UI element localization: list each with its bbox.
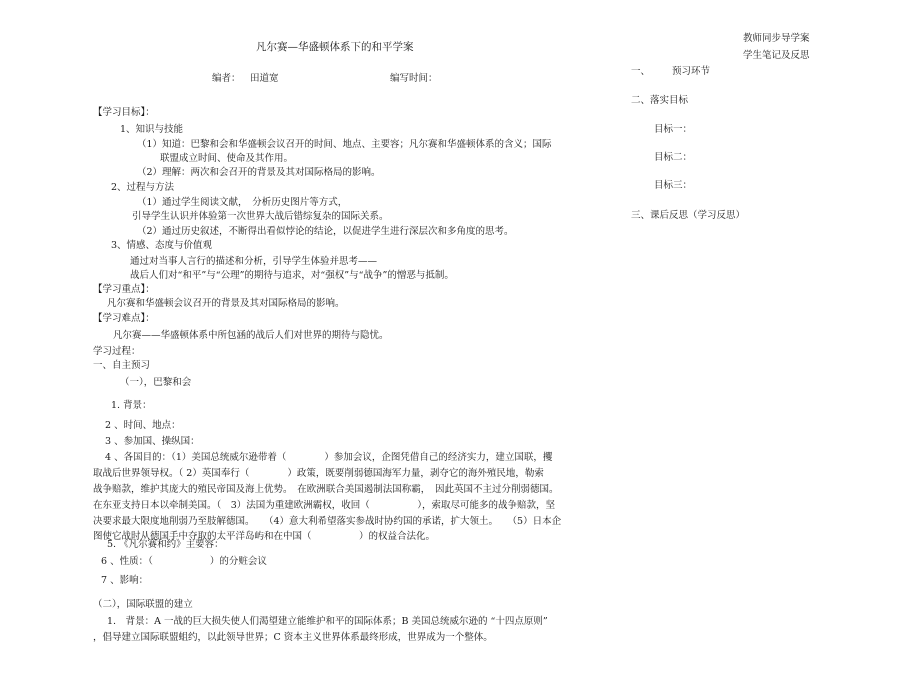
- page-title: 凡尔赛—华盛顿体系下的和平学案: [256, 41, 414, 53]
- question-aims-line-1: 4 、各国目的：（1）美国总统威尔逊带着（ ）参加会议，企图凭借自己的经济实力，建立国联，攫: [105, 452, 553, 463]
- difficulty-text: 凡尔赛——华盛顿体系中所包涵的战后人们对世界的期待与隐忧。: [113, 330, 389, 341]
- question-treaty-content: 5. 《凡尔赛和约》主要容：: [107, 539, 224, 550]
- question-aims-line-2: 取战后世界领导权。（ 2）英国奉行（ ）政策，既要削弱德国海军力量，剥夺它的海外殖民地，勒索: [93, 468, 544, 479]
- key-heading: 【学习重点】：: [93, 284, 155, 295]
- process-heading: 学习过程：: [93, 346, 141, 357]
- process-method-title: 2、过程与方法: [111, 182, 175, 193]
- sidebar-section-1-text: 预习环节: [672, 66, 711, 77]
- sidebar-goal-3: 目标三：: [654, 180, 693, 191]
- sub-paris-conference: （一），巴黎和会: [120, 377, 192, 388]
- objectives-heading: 【学习目标】：: [93, 107, 155, 118]
- emotion-title: 3、情感、态度与价值观: [111, 240, 213, 251]
- key-text: 凡尔赛和华盛顿会议召开的背景及其对国际格局的影响。: [107, 298, 345, 309]
- sidebar-section-1-num: 一、: [631, 66, 651, 77]
- process-method-item-1: （1）通过学生阅读文献， 分析历史图片等方式，: [137, 197, 348, 208]
- question-participants: 3 、参加国、操纵国：: [105, 436, 200, 447]
- sidebar-section-3: 三、课后反思（学习反思）: [631, 210, 746, 221]
- difficulty-heading: 【学习难点】：: [93, 313, 155, 324]
- question-nature: 6 、性质：（ ）的分赃会议: [101, 556, 267, 567]
- question-impact: 7 、影响：: [101, 575, 149, 586]
- knowledge-item-2: （2）理解：两次和会召开的背景及其对国际格局的影响。: [137, 167, 381, 178]
- emotion-item-1: 通过对当事人言行的描述和分析，引导学生体验并思考——: [130, 256, 378, 267]
- league-background-line-1: 1. 背景：A 一战的巨大损失使人们渴望建立能维护和平的国际体系；B 美国总统威尔逊的 “十四点原则”: [107, 616, 548, 627]
- question-background: 1. 背景：: [111, 400, 152, 411]
- process-method-item-2: （2）通过历史叙述，不断得出看似悖论的结论，以促进学生进行深层次和多角度的思考。: [137, 226, 514, 237]
- sidebar-header-teacher: 教师同步导学案: [743, 33, 810, 44]
- question-aims-line-4: 在东亚支持日本以牵制美国。（ 3）法国为重建欧洲霸权，收回（ ），索取尽可能多的战争赔款，坚: [93, 500, 556, 511]
- league-background-line-2: ，倡导建立国际联盟蛆约，以此领导世界；C 资本主义世界体系最终形成，世界成为一个整体。: [93, 632, 493, 643]
- question-time-place: 2 、时间、地点：: [105, 420, 181, 431]
- sidebar-goal-1: 目标一：: [654, 124, 693, 135]
- knowledge-title: 1、知识与技能: [120, 124, 184, 135]
- question-aims-line-6: 图使它战时从德国手中夺取的太平洋岛屿和在中国（ ）的权益合法化。: [93, 531, 436, 542]
- knowledge-item-1-cont: 联盟成立时间、使命及其作用。: [160, 153, 294, 164]
- author-name: 田道宽: [250, 73, 279, 84]
- knowledge-item-1: （1）知道：巴黎和会和华盛顿会议召开的时间、地点、主要容；凡尔赛和华盛顿体系的含义；国际: [137, 139, 552, 150]
- sidebar-goal-2: 目标二：: [654, 152, 693, 163]
- time-label: 编写时间：: [390, 73, 438, 84]
- sub-league-of-nations: （二），国际联盟的建立: [93, 599, 193, 610]
- section-self-study: 一、自主预习: [93, 360, 151, 371]
- sidebar-header-student: 学生笔记及反思: [743, 50, 810, 61]
- question-aims-line-5: 决要求最大限度地削弱乃至肢解德国。 （4）意大利希望落实参战时协约国的承诺，扩大领土。 （5）日本企: [93, 516, 562, 527]
- author-label: 编者：: [212, 73, 241, 84]
- process-method-item-1-cont: 引导学生认识并体验第一次世界大战后错综复杂的国际关系。: [132, 211, 389, 222]
- sidebar-section-2: 二、落实目标: [631, 95, 689, 106]
- emotion-item-1-cont: 战后人们对“和平”与“公理”的期待与追求，对“强权”与“战争”的憎恶与抵制。: [130, 270, 454, 281]
- question-aims-line-3: 战争赔款，维护其庞大的殖民帝国及海上优势。 在欧洲联合美国遏制法国称霸， 因此英国不主过分削弱德国。: [93, 484, 559, 495]
